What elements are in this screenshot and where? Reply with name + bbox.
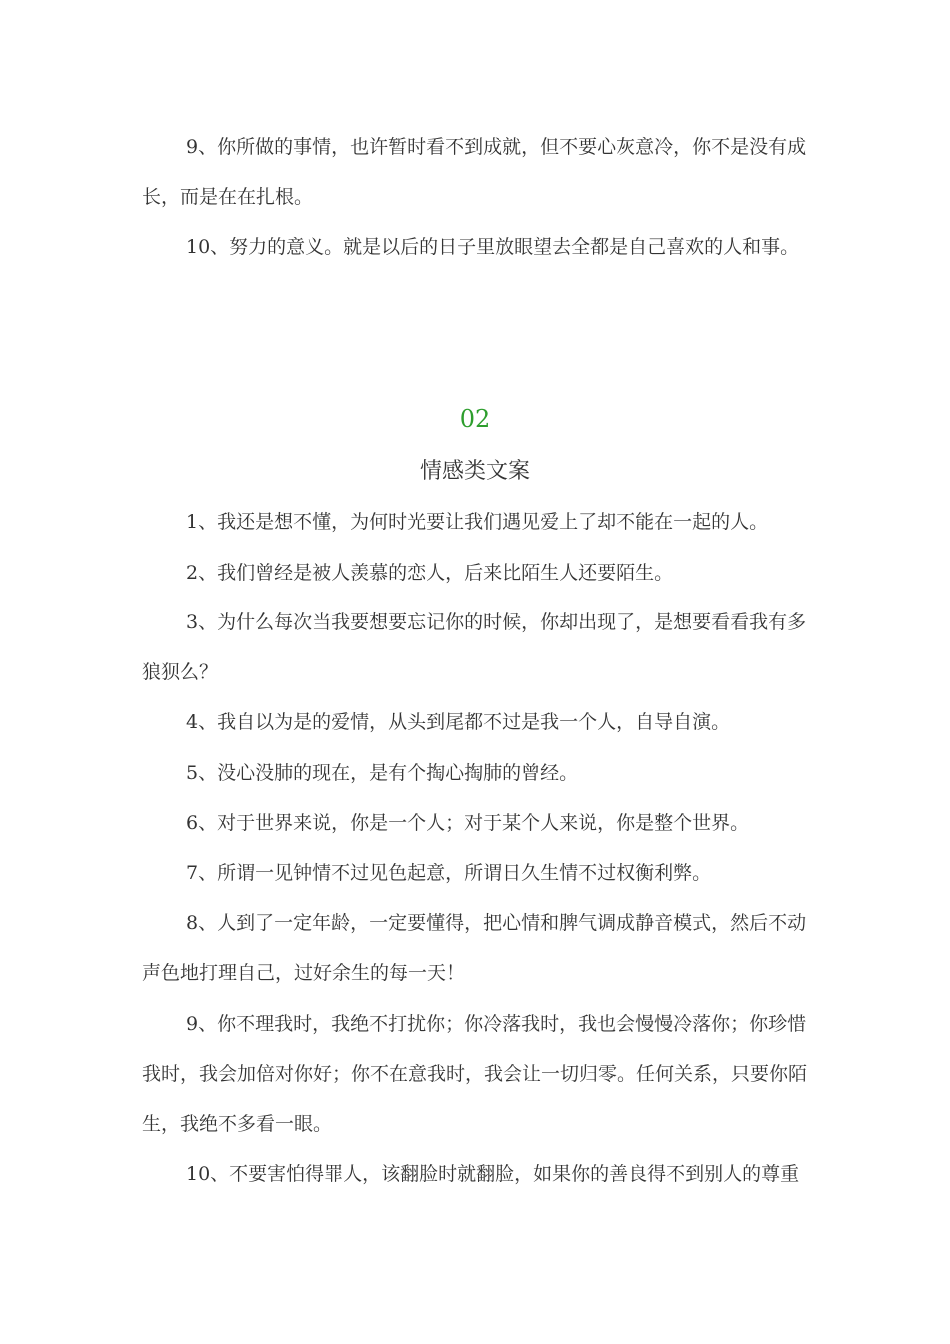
paragraph-item-1: 1、我还是想不懂，为何时光要让我们遇见爱上了却不能在一起的人。 <box>186 511 769 533</box>
paragraph-item-10: 10、不要害怕得罪人，该翻脸时就翻脸，如果你的善良得不到别人的尊重 <box>186 1163 800 1185</box>
paragraph-item-3: 3、为什么每次当我要想要忘记你的时候，你却出现了，是想要看看我有多狼狈么？ <box>142 611 807 683</box>
paragraph-top-item-10: 10、努力的意义。就是以后的日子里放眼望去全都是自己喜欢的人和事。 <box>186 236 800 258</box>
section-number: 02 <box>459 405 491 433</box>
section-title: 情感类文案 <box>419 459 530 484</box>
paragraph-top-item-9: 9、你所做的事情，也许暂时看不到成就，但不要心灰意冷，你不是没有成长，而是在在扎根。 <box>142 136 807 208</box>
paragraph-item-7: 7、所谓一见钟情不过见色起意，所谓日久生情不过权衡利弊。 <box>186 862 712 884</box>
paragraph-item-5: 5、没心没肺的现在，是有个掏心掏肺的曾经。 <box>186 762 579 784</box>
paragraph-item-2: 2、我们曾经是被人羡慕的恋人，后来比陌生人还要陌生。 <box>186 562 674 584</box>
paragraph-item-9: 9、你不理我时，我绝不打扰你；你冷落我时，我也会慢慢冷落你；你珍惜我时，我会加倍对你好；你不在意我时，我会让一切归零。任何关系，只要你陌生，我绝不多看一眼。 <box>142 1013 808 1135</box>
paragraph-item-4: 4、我自以为是的爱情，从头到尾都不过是我一个人，自导自演。 <box>186 711 731 733</box>
paragraph-item-8: 8、人到了一定年龄，一定要懂得，把心情和脾气调成静音模式，然后不动声色地打理自己，过好余生的每一天！ <box>142 912 807 984</box>
paragraph-item-6: 6、对于世界来说，你是一个人；对于某个人来说，你是整个世界。 <box>186 812 750 834</box>
